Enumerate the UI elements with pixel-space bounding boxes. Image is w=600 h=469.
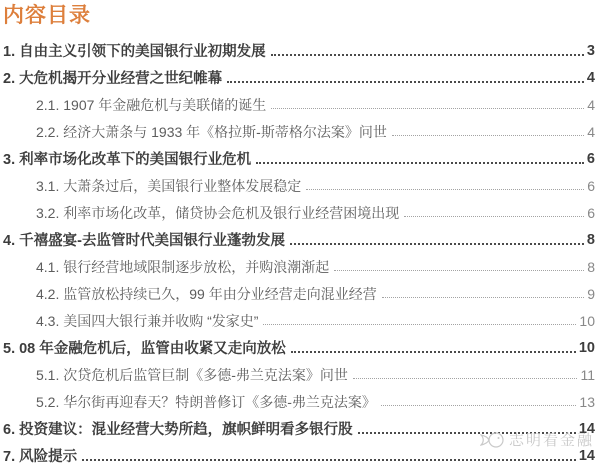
toc-entry[interactable] bbox=[3, 226, 595, 253]
toc-entry[interactable] bbox=[3, 64, 595, 91]
page-number: 14 bbox=[578, 447, 595, 464]
toc-entry[interactable] bbox=[3, 361, 595, 388]
toc-entry[interactable] bbox=[3, 37, 595, 64]
toc-entry-label: 2.1. 1907 年金融危机与美联储的诞生 bbox=[36, 96, 267, 113]
toc-entry-label: 4. 千禧盛宴-去监管时代美国银行业蓬勃发展 bbox=[3, 233, 285, 249]
leader-dots bbox=[381, 405, 577, 406]
toc-entry[interactable] bbox=[3, 118, 595, 145]
toc-entry-label: 7. 风险提示 bbox=[3, 449, 78, 465]
leader-dots bbox=[271, 108, 584, 109]
page-number: 3 bbox=[586, 42, 595, 59]
toc-entry-label: 4.2. 监管放松持续已久，99 年由分业经营走向混业经营 bbox=[36, 285, 377, 302]
toc-entry-label: 3.2. 利率市场化改革，储贷协会危机及银行业经营困境出现 bbox=[36, 204, 400, 221]
leader-dots bbox=[334, 270, 584, 271]
leader-dots bbox=[256, 162, 584, 164]
toc-entry[interactable] bbox=[3, 334, 595, 361]
toc-entry-label: 6. 投资建议：混业经营大势所趋，旗帜鲜明看多银行股 bbox=[3, 422, 353, 438]
toc-entry-label: 5.1. 次贷危机后监管巨制《多德-弗兰克法案》问世 bbox=[36, 366, 348, 383]
page-number: 8 bbox=[586, 231, 595, 248]
leader-dots bbox=[382, 297, 585, 298]
toc-entry-label: 3. 利率市场化改革下的美国银行业危机 bbox=[3, 152, 252, 168]
toc-entry[interactable] bbox=[3, 415, 595, 442]
page-number: 8 bbox=[587, 258, 595, 275]
toc-entry-label: 5.2. 华尔街再迎春天？特朗普修订《多德-弗兰克法案》 bbox=[36, 393, 376, 410]
toc-entry-label: 2.2. 经济大萧条与 1933 年《格拉斯-斯蒂格尔法案》问世 bbox=[36, 123, 387, 140]
leader-dots bbox=[353, 378, 578, 379]
leader-dots bbox=[392, 135, 584, 136]
leader-dots bbox=[82, 459, 576, 461]
page-number: 6 bbox=[587, 177, 595, 194]
leader-dots bbox=[358, 432, 576, 434]
page-number: 10 bbox=[579, 312, 595, 329]
page-title: 内容目录 bbox=[3, 4, 91, 27]
leader-dots bbox=[291, 351, 576, 353]
toc-entry-label: 4.1. 银行经营地域限制逐步放松，并购浪潮渐起 bbox=[36, 258, 330, 275]
page-number: 13 bbox=[579, 393, 595, 410]
toc-entry[interactable] bbox=[3, 442, 595, 469]
toc-entry[interactable] bbox=[3, 199, 595, 226]
toc-entry[interactable] bbox=[3, 307, 595, 334]
toc-entry-label: 3.1. 大萧条过后，美国银行业整体发展稳定 bbox=[36, 177, 302, 194]
page-number: 6 bbox=[587, 204, 595, 221]
toc-entry-label: 5. 08 年金融危机后，监管由收紧又走向放松 bbox=[3, 341, 286, 357]
leader-dots bbox=[227, 81, 584, 83]
watermark-text: 志明看金融 bbox=[508, 432, 594, 449]
leader-dots bbox=[404, 216, 584, 217]
toc-entry-label: 4.3. 美国四大银行兼并收购 “发家史” bbox=[36, 312, 259, 329]
page-number: 9 bbox=[587, 285, 595, 302]
leader-dots bbox=[290, 243, 584, 245]
toc-entry[interactable] bbox=[3, 145, 595, 172]
toc-entry[interactable] bbox=[3, 253, 595, 280]
toc-entry-label: 2. 大危机揭开分业经营之世纪帷幕 bbox=[3, 71, 223, 87]
page-number: 11 bbox=[580, 366, 595, 383]
leader-dots bbox=[263, 324, 576, 325]
toc-entry[interactable] bbox=[3, 172, 595, 199]
page-number: 14 bbox=[578, 420, 595, 437]
leader-dots bbox=[271, 54, 584, 56]
page-number: 10 bbox=[578, 339, 595, 356]
toc-entry[interactable] bbox=[3, 388, 595, 415]
toc-entry-label: 1. 自由主义引领下的美国银行业初期发展 bbox=[3, 44, 266, 60]
page-number: 4 bbox=[586, 69, 595, 86]
leader-dots bbox=[306, 189, 584, 190]
page-number: 4 bbox=[587, 96, 595, 113]
toc-entry[interactable] bbox=[3, 91, 595, 118]
page-number: 6 bbox=[586, 150, 595, 167]
toc-entry[interactable] bbox=[3, 280, 595, 307]
page-number: 4 bbox=[587, 123, 595, 140]
